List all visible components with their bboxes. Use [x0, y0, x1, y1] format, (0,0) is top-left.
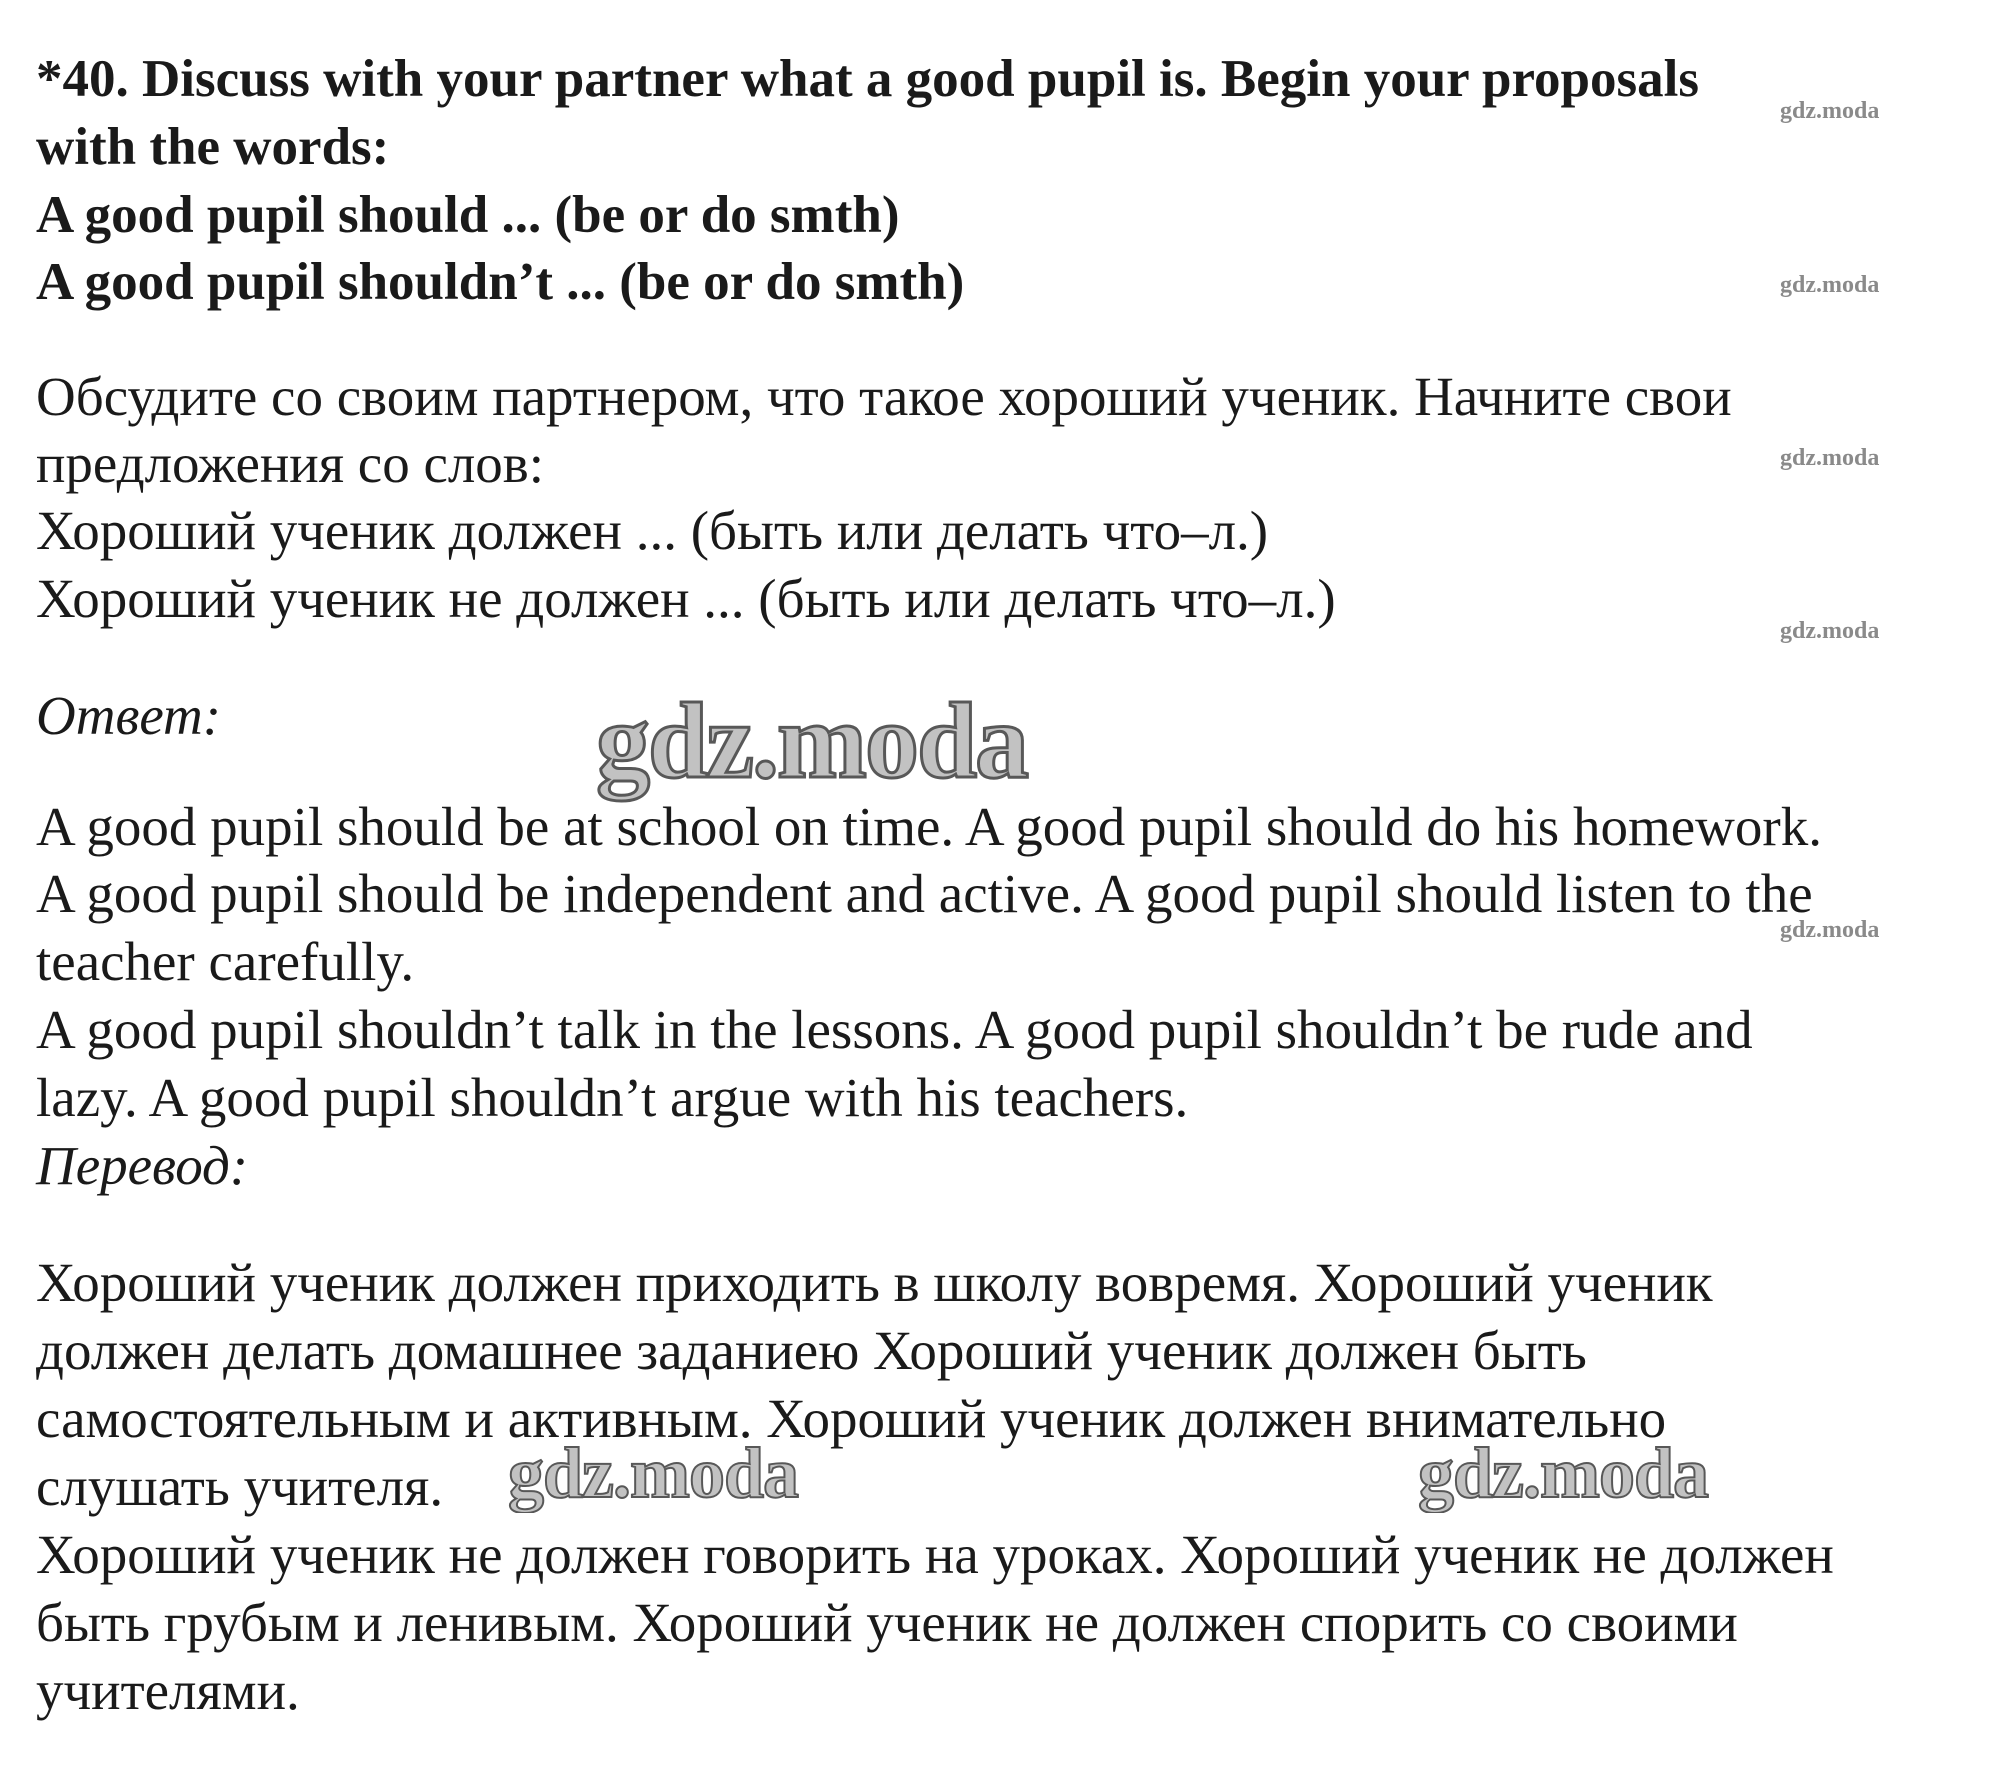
task-translation-line-3: Хороший ученик должен ... (быть или делать что–л.) — [36, 500, 1269, 561]
watermark-medium: gdz.moda — [508, 1433, 799, 1513]
watermark-medium: gdz.moda — [1418, 1433, 1709, 1513]
watermark-small: gdz.moda — [1780, 272, 1880, 298]
exercise-line-4: A good pupil shouldn’t ... (be or do smth) — [36, 253, 965, 311]
answer-line-2: A good pupil should be independent and active. A good pupil should listen to the — [36, 863, 1813, 924]
translation-line-2: должен делать домашнее заданиею Хороший ученик должен быть — [36, 1320, 1587, 1381]
watermark-small: gdz.moda — [1780, 98, 1880, 124]
task-translation-line-1: Обсудите со своим партнером, что такое хороший ученик. Начните свои — [36, 366, 1732, 427]
answer-line-5: lazy. A good pupil shouldn’t argue with his teachers. — [36, 1067, 1189, 1128]
answer-line-1: A good pupil should be at school on time. A good pupil should do his homework. — [36, 796, 1822, 857]
answer-heading: Ответ: — [36, 685, 222, 746]
exercise-line-1: *40. Discuss with your partner what a good pupil is. Begin your proposals — [36, 50, 1699, 108]
watermark-small: gdz.moda — [1780, 618, 1880, 644]
exercise-line-2: with the words: — [36, 118, 390, 176]
answer-line-4: A good pupil shouldn’t talk in the lessons. A good pupil shouldn’t be rude and — [36, 999, 1753, 1060]
translation-line-7: учителями. — [36, 1660, 300, 1721]
translation-heading: Перевод: — [36, 1135, 249, 1196]
answer-line-3: teacher carefully. — [36, 931, 415, 992]
exercise-line-3: A good pupil should ... (be or do smth) — [36, 186, 900, 244]
translation-line-3: самостоятельным и активным. Хороший ученик должен внимательно — [36, 1388, 1667, 1449]
watermark-large: gdz.moda — [596, 682, 1028, 801]
translation-line-6: быть грубым и ленивым. Хороший ученик не должен спорить со своими — [36, 1592, 1738, 1653]
watermark-small: gdz.moda — [1780, 917, 1880, 943]
task-translation-line-2: предложения со слов: — [36, 433, 545, 494]
task-translation-line-4: Хороший ученик не должен ... (быть или делать что–л.) — [36, 568, 1336, 629]
translation-line-1: Хороший ученик должен приходить в школу вовремя. Хороший ученик — [36, 1252, 1713, 1313]
watermark-small: gdz.moda — [1780, 445, 1880, 471]
translation-line-5: Хороший ученик не должен говорить на уроках. Хороший ученик не должен — [36, 1524, 1834, 1585]
translation-line-4: слушать учителя. — [36, 1456, 444, 1517]
